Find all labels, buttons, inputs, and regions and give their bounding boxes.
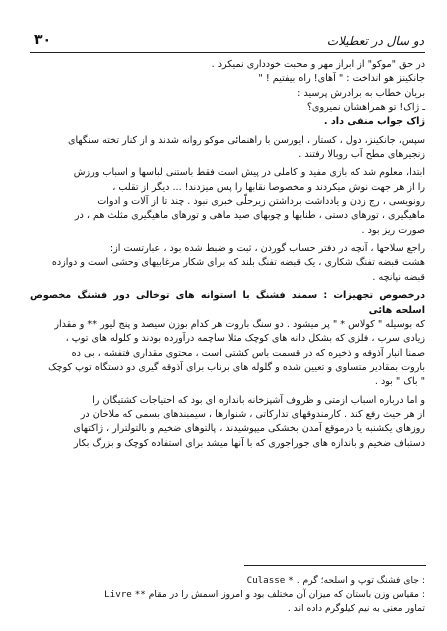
text-line: هشت قبضه تفنگ شکاری ، یک قبضه تفنگ بلند که برای شکار مرغابیهای وحشی است و دوازده [51,257,425,269]
footnote-term: Livre [104,589,132,600]
footnote-continuation [30,602,425,616]
running-title: دو سال در تعطیلات [326,34,424,48]
text-line: را از هر جهت نوش میکردند و مخصوصا نقابها را پس میزدند! ... دیگر از تقلب ، [112,181,425,193]
footnote-rule [244,565,426,566]
text-line: دستباف ضخیم و باندازه های جوراجوری که با آنها میشد برای استفاده کوچک و بزرگ بکار [73,437,425,449]
text-line: از هر حیث رفع کند . کارمندوقهای تدارکاتی ، شنوارها ، سیمبندهای بسمی که ملاحان در [80,408,425,420]
text-line: زنجیرهای مطح آب روبالا رفتند . [298,149,425,161]
text-line: در حق "موکو" از ابراز مهر و محبت خودداری نمیکرد . [211,59,425,70]
footnote [30,588,425,602]
text-line: جانکینز هو انداخت : " آهای! راه بیفتیم ! " [258,73,425,85]
footnote-text: : جای فشنگ توپ و اسلحه؛ گرم . [296,575,425,586]
header-rule [30,52,425,53]
text-line: ژاک جواب منفی داد . [323,116,425,128]
text-line: درخصوص تجهیزات : سمند فشنگ با استوانه های توخالی دور فشنگ مخصوص اسلحه هائی [30,290,425,316]
text-line: بریان خطاب به برادرش پرسید : [297,87,425,99]
text-line: روزهای یکشنبه یا درموقع آمدن بخشکی میپوشیدند ، پالتوهای ضخیم و بالتولترار ، ژاکتهای [73,423,425,435]
text-line: صمنا انبار آذوقه و ذخیره که در قسمت باس کشتی است ، محتوی مقداری فتفشه ، بی ده [71,347,425,359]
text-line: " باک " بود . [374,376,425,388]
footnote-term: Culasse [246,575,286,586]
text-line: ابتدا، معلوم شد که بازی مفید و کاملی در پیش است فقط باستنی لباسها و اسباب ورزش [73,167,425,179]
footnote-marker: * [288,575,294,586]
text-line: و اما درباره اسباب ازمتی و ظروف آشپزخانه باندازه ای بود که احتیاجات کشتیگان را [92,394,425,406]
text-line: سپس، جانکینز، دول ، کستار ، ایورسن با راهنمائی موکو روانه شدند و از کنار تخته سنگهای [67,134,425,146]
footnote-text: : مقیاس وزن باستان که میزان آن مختلف بود و امروز اسمش را در مقام [148,589,425,600]
footnote-marker: ** [134,589,146,600]
text-line: قبضه نپانچه . [372,271,425,283]
footnote [30,574,425,588]
text-line: باروت بمقادیر متساوی و تعیین شده و گلوله های برناب برای آذوقه گیری دو دستگاه توپ کوچک [48,361,425,373]
text-line: زیادی سرب ، فلزی که بشکل دانه های کوچک مثلا ساچمه درآورده بودند و کلوله های توپ ، [65,333,425,345]
footnotes [30,574,425,616]
text-line: راجع سلاحها ، آنچه در دفتر حساب گوردن ، ثبت و ضبط شده بود ، عبارتست از: [109,243,425,255]
text-line: ماهیگیری ، تورهای دستی ، طنابها و چوبهای صید ماهی و تورهای ماهیگیری مثلث هم ، در [74,210,425,222]
body-text [30,58,425,451]
page-header [34,32,424,52]
text-line: صورت ریز بود . [361,224,425,236]
text-line: ـ ژاک! تو همراهشان نمیروی؟ [306,102,425,114]
text-line: که بوسیله " کولاس * " پر میشود . دو سنگ باروت هر کدام بوزن سیصد و پنج لیور ** و مقدار [54,318,425,330]
text-line: رونویسی ، رج زدن و یادداشت برداشتن زیرحلّی خبری نبود . چند تا از آلات و ادوات [97,196,425,208]
page-number: ۳۰ [34,32,52,48]
footnote-text: تماور معنی به نیم کیلوگرم داده اند . [287,603,425,614]
